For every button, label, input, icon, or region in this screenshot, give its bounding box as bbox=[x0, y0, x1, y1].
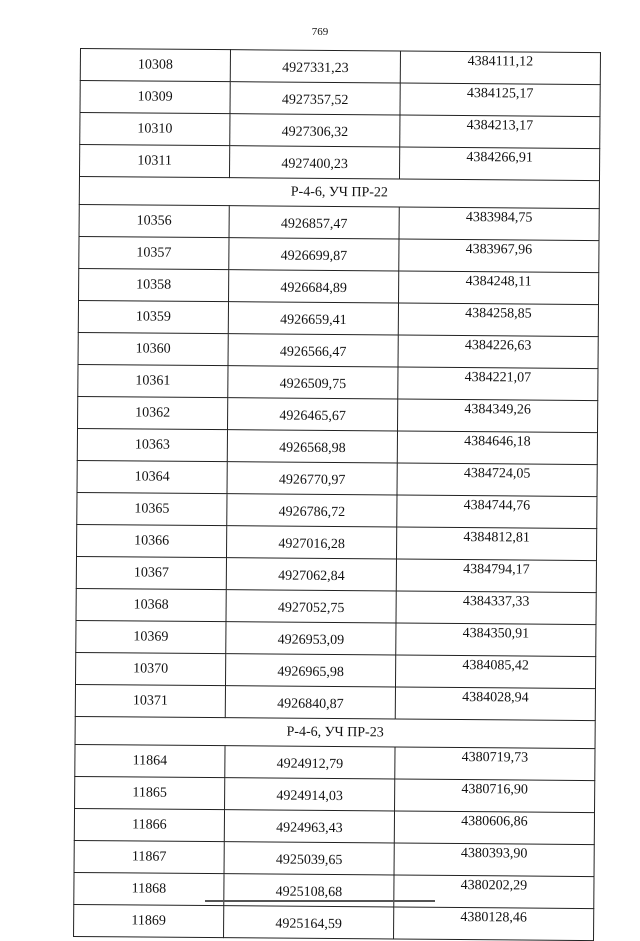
x-coordinate-cell: 4384111,12 bbox=[400, 51, 600, 85]
x-coordinate-cell: 4384337,33 bbox=[396, 591, 596, 625]
table-row bbox=[77, 492, 597, 528]
bottom-rule bbox=[205, 900, 435, 902]
y-coordinate-cell: 4926659,41 bbox=[228, 302, 398, 335]
y-coordinate-cell: 4927306,32 bbox=[230, 114, 400, 147]
table-row bbox=[79, 268, 599, 304]
point-cell: 10358 bbox=[79, 268, 229, 301]
y-coordinate-cell: 4926699,87 bbox=[229, 238, 399, 271]
table-row bbox=[75, 744, 595, 780]
point-cell: 10364 bbox=[77, 460, 227, 493]
table-row bbox=[75, 684, 595, 720]
table-row bbox=[78, 300, 598, 336]
point-cell: 11867 bbox=[74, 840, 224, 873]
x-coordinate-cell: 4380393,90 bbox=[394, 843, 594, 877]
y-coordinate-cell: 4924963,43 bbox=[224, 810, 394, 843]
table-row bbox=[77, 524, 597, 560]
x-coordinate-cell: 4384085,42 bbox=[395, 655, 595, 689]
x-coordinate-cell: 4384350,91 bbox=[396, 623, 596, 657]
table-row bbox=[74, 872, 594, 908]
y-coordinate-cell: 4925108,68 bbox=[224, 874, 394, 907]
section-title: Р-4-6, УЧ ПР-23 bbox=[75, 716, 595, 748]
y-coordinate-cell: 4926684,89 bbox=[229, 270, 399, 303]
point-cell: 10357 bbox=[79, 236, 229, 269]
point-cell: 10359 bbox=[78, 300, 228, 333]
point-cell: 10356 bbox=[79, 204, 229, 237]
point-cell: 10361 bbox=[78, 364, 228, 397]
table-row bbox=[77, 460, 597, 496]
y-coordinate-cell: 4927016,28 bbox=[227, 526, 397, 559]
point-cell: 11866 bbox=[74, 808, 224, 841]
table-row bbox=[79, 204, 599, 240]
table-row bbox=[74, 808, 594, 844]
table-row bbox=[76, 652, 596, 688]
table-row bbox=[79, 145, 599, 181]
y-coordinate-cell: 4926566,47 bbox=[228, 334, 398, 367]
x-coordinate-cell: 4384125,17 bbox=[400, 83, 600, 117]
y-coordinate-cell: 4926465,67 bbox=[228, 398, 398, 431]
table-row bbox=[77, 428, 597, 464]
y-coordinate-cell: 4926770,97 bbox=[227, 462, 397, 495]
y-coordinate-cell: 4927052,75 bbox=[226, 590, 396, 623]
section-header-row bbox=[79, 176, 599, 208]
y-coordinate-cell: 4927357,52 bbox=[230, 82, 400, 115]
x-coordinate-cell: 4384724,05 bbox=[397, 463, 597, 497]
table-row bbox=[79, 236, 599, 272]
x-coordinate-cell: 4383967,96 bbox=[399, 239, 599, 273]
table-row bbox=[76, 620, 596, 656]
table-row bbox=[78, 332, 598, 368]
x-coordinate-cell: 4384213,17 bbox=[400, 115, 600, 149]
x-coordinate-cell: 4384744,76 bbox=[397, 495, 597, 529]
table-row bbox=[80, 81, 600, 117]
x-coordinate-cell: 4384349,26 bbox=[398, 399, 598, 433]
x-coordinate-cell: 4380716,90 bbox=[395, 779, 595, 813]
y-coordinate-cell: 4926857,47 bbox=[229, 206, 399, 239]
x-coordinate-cell: 4384812,81 bbox=[396, 527, 596, 561]
y-coordinate-cell: 4927400,23 bbox=[229, 146, 399, 179]
table-row bbox=[76, 556, 596, 592]
y-coordinate-cell: 4927331,23 bbox=[230, 50, 400, 83]
y-coordinate-cell: 4924914,03 bbox=[225, 778, 395, 811]
x-coordinate-cell: 4383984,75 bbox=[399, 207, 599, 241]
point-cell: 10308 bbox=[80, 49, 230, 82]
point-cell: 10362 bbox=[78, 396, 228, 429]
point-cell: 10368 bbox=[76, 588, 226, 621]
point-cell: 10363 bbox=[77, 428, 227, 461]
coordinates-table-body bbox=[74, 49, 601, 941]
x-coordinate-cell: 4380202,29 bbox=[394, 875, 594, 909]
y-coordinate-cell: 4926509,75 bbox=[228, 366, 398, 399]
x-coordinate-cell: 4384258,85 bbox=[398, 303, 598, 337]
y-coordinate-cell: 4927062,84 bbox=[226, 558, 396, 591]
table-row bbox=[80, 113, 600, 149]
point-cell: 11868 bbox=[74, 872, 224, 905]
y-coordinate-cell: 4925039,65 bbox=[224, 842, 394, 875]
table-row bbox=[78, 396, 598, 432]
y-coordinate-cell: 4926786,72 bbox=[227, 494, 397, 527]
y-coordinate-cell: 4926965,98 bbox=[225, 654, 395, 687]
point-cell: 11869 bbox=[74, 904, 224, 937]
x-coordinate-cell: 4380606,86 bbox=[394, 811, 594, 845]
table-row bbox=[75, 776, 595, 812]
point-cell: 10365 bbox=[77, 492, 227, 525]
point-cell: 10366 bbox=[77, 524, 227, 557]
y-coordinate-cell: 4925164,59 bbox=[224, 906, 394, 939]
table-row bbox=[80, 49, 600, 85]
point-cell: 10370 bbox=[76, 652, 226, 685]
y-coordinate-cell: 4926953,09 bbox=[226, 622, 396, 655]
x-coordinate-cell: 4384221,07 bbox=[398, 367, 598, 401]
table-row bbox=[74, 840, 594, 876]
x-coordinate-cell: 4384646,18 bbox=[397, 431, 597, 465]
point-cell: 10360 bbox=[78, 332, 228, 365]
x-coordinate-cell: 4380719,73 bbox=[395, 747, 595, 781]
y-coordinate-cell: 4924912,79 bbox=[225, 746, 395, 779]
point-cell: 11864 bbox=[75, 744, 225, 777]
table-row bbox=[78, 364, 598, 400]
x-coordinate-cell: 4384266,91 bbox=[399, 147, 599, 181]
y-coordinate-cell: 4926840,87 bbox=[225, 686, 395, 719]
x-coordinate-cell: 4384028,94 bbox=[395, 687, 595, 721]
section-title: Р-4-6, УЧ ПР-22 bbox=[79, 176, 599, 208]
table-row bbox=[74, 904, 594, 940]
section-header-row bbox=[75, 716, 595, 748]
y-coordinate-cell: 4926568,98 bbox=[227, 430, 397, 463]
point-cell: 10310 bbox=[80, 113, 230, 146]
point-cell: 10371 bbox=[75, 684, 225, 717]
page-number: 769 bbox=[311, 26, 329, 38]
table-row bbox=[76, 588, 596, 624]
point-cell: 11865 bbox=[75, 776, 225, 809]
x-coordinate-cell: 4384226,63 bbox=[398, 335, 598, 369]
x-coordinate-cell: 4384794,17 bbox=[396, 559, 596, 593]
point-cell: 10311 bbox=[79, 145, 229, 178]
point-cell: 10309 bbox=[80, 81, 230, 114]
x-coordinate-cell: 4380128,46 bbox=[394, 907, 594, 941]
coordinates-table bbox=[73, 48, 601, 941]
x-coordinate-cell: 4384248,11 bbox=[399, 271, 599, 305]
point-cell: 10367 bbox=[76, 556, 226, 589]
point-cell: 10369 bbox=[76, 620, 226, 653]
